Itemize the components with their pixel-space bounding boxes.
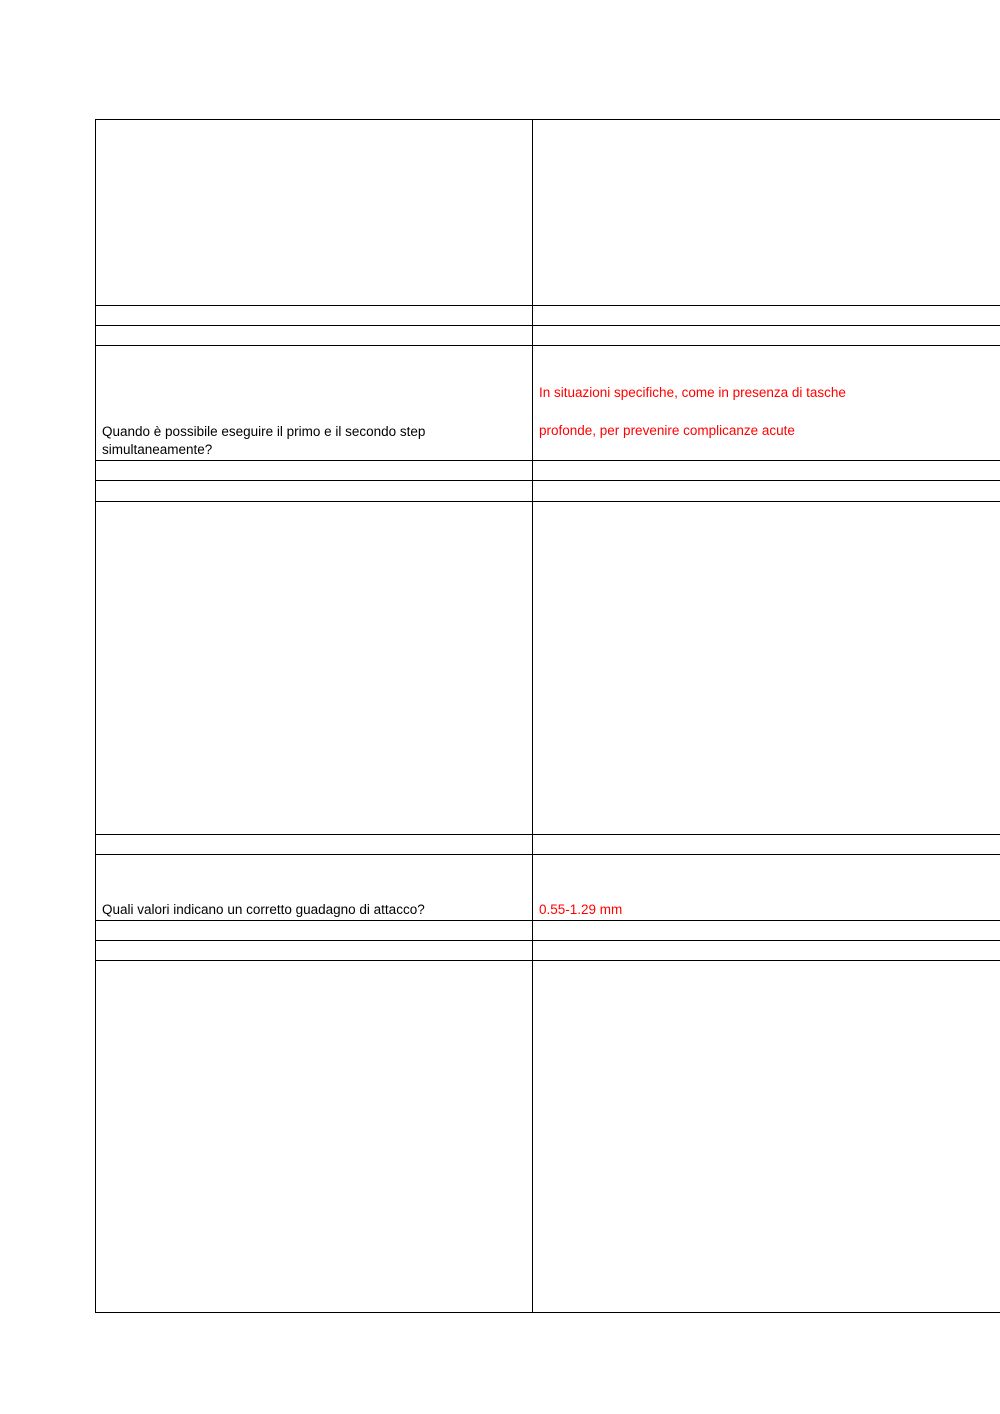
answer-cell <box>533 921 1000 941</box>
answer-text-line: In situazioni specifiche, come in presenza di tasche <box>539 385 846 400</box>
question-text: Quando è possibile eseguire il primo e il secondo step simultaneamente? <box>102 424 426 457</box>
question-cell <box>96 941 533 961</box>
answer-text-line: 0.55-1.29 mm <box>539 902 623 917</box>
question-cell <box>96 921 533 941</box>
answer-cell <box>533 326 1000 346</box>
answer-cell <box>533 481 1000 502</box>
answer-cell <box>533 306 1000 326</box>
question-cell <box>96 346 533 461</box>
answer-cell <box>533 941 1000 961</box>
table-row <box>96 461 1000 481</box>
table-row <box>96 306 1000 326</box>
table-row <box>96 502 1000 835</box>
table-row <box>96 835 1000 855</box>
answer-cell <box>533 961 1000 1313</box>
question-cell <box>96 961 533 1313</box>
question-cell <box>96 502 533 835</box>
answer-text-line: profonde, per prevenire complicanze acute <box>539 423 795 438</box>
table-row <box>96 120 1000 306</box>
answer-cell <box>533 835 1000 855</box>
question-text: Quali valori indicano un corretto guadagno di attacco? <box>102 902 425 917</box>
table-row <box>96 855 1000 921</box>
table-row <box>96 346 1000 461</box>
question-cell <box>96 855 533 921</box>
answer-cell <box>533 120 1000 306</box>
question-cell <box>96 120 533 306</box>
question-cell <box>96 835 533 855</box>
answer-cell <box>533 346 1000 461</box>
table-row <box>96 941 1000 961</box>
answer-cell <box>533 855 1000 921</box>
table-row <box>96 921 1000 941</box>
answer-cell <box>533 461 1000 481</box>
question-cell <box>96 461 533 481</box>
table-row <box>96 961 1000 1313</box>
quiz-table <box>95 119 1000 1313</box>
question-cell <box>96 481 533 502</box>
question-cell <box>96 306 533 326</box>
table-row <box>96 326 1000 346</box>
table-row <box>96 481 1000 502</box>
question-cell <box>96 326 533 346</box>
answer-cell <box>533 502 1000 835</box>
